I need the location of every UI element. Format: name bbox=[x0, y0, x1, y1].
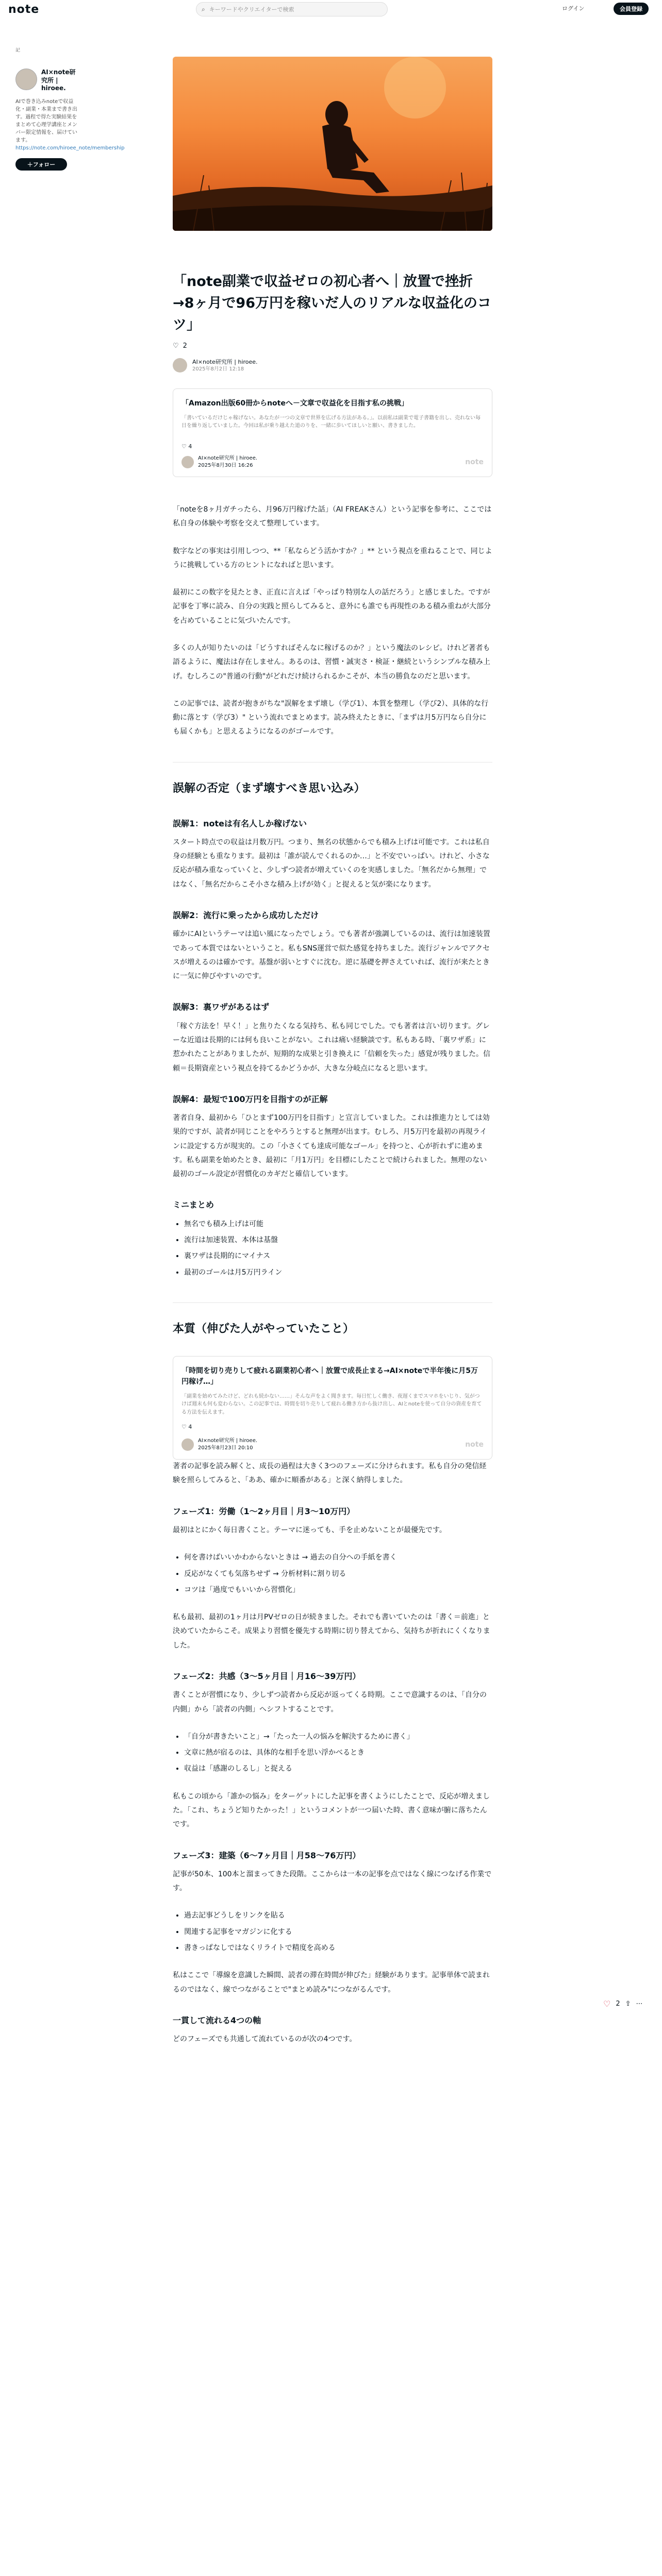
list-item: • 収益は「感謝のしるし」と捉える bbox=[184, 1762, 492, 1776]
embed-likes: ♡ 4 bbox=[181, 443, 192, 450]
embed-like-count: 4 bbox=[188, 1423, 192, 1430]
article-author bbox=[173, 358, 492, 373]
heart-icon[interactable]: ♡ bbox=[173, 342, 179, 350]
paragraph: 最初はとにかく毎日書くこと。テーマに迷っても、手を止めないことが最優先です。 bbox=[173, 1526, 446, 1534]
embed-desc: 「書いているだけじゃ稼げない。あなたが一つの文章で世界を広げる方法がある。」。以前私は副業で電子書籍を出し、売れない毎日を繰り返していました。今回は私が乗り越えた道のりを、一緒に歩いてほしいと願い、書きました。 bbox=[181, 415, 481, 429]
section-heading: 本質（伸びた人がやっていたこと） bbox=[173, 1302, 492, 1341]
embed-like-count: 4 bbox=[188, 443, 192, 450]
paragraph: 最初にこの数字を見たとき、正直に言えば「やっぱり特別な人の話だろう」と感じました。ですが記事を丁寧に読み、自分の実践と照らしてみると、意外にも誰でも再現性のある積み重ねが大部分を占めていることに気づいたんです。 bbox=[173, 588, 491, 625]
note-logo[interactable]: note bbox=[8, 3, 40, 16]
author-avatar[interactable] bbox=[173, 358, 187, 372]
share-icon[interactable]: ⇪ bbox=[625, 2000, 631, 2008]
like-row bbox=[173, 342, 492, 350]
embed-author-avatar bbox=[181, 1438, 194, 1451]
subsection-heading: フェーズ1：労働（1〜2ヶ月目｜月3〜10万円） bbox=[173, 1506, 355, 1516]
bullet-list bbox=[173, 1217, 492, 1280]
creator-bio bbox=[15, 98, 125, 152]
section-heading: 誤解の否定（まず壊すべき思い込み） bbox=[173, 762, 492, 800]
top-header bbox=[0, 0, 662, 19]
more-icon[interactable]: ⋯ bbox=[636, 2000, 643, 2008]
creator-avatar[interactable] bbox=[15, 69, 37, 90]
paragraph: 「稼ぐ方法を！早く！」と焦りたくなる気持ち、私も同じでした。でも著者は言い切ります。グレーな近道は長期的には何も良いことがない。これは痛い経験談です。私もある時、「裏ワザ系」に惹かれたことがありましたが、短期的な成果と引き換えに「信頼を失った」感覚が残りました。信頼＝長期資産という視点を持てるかどうかが、大きな分岐点になると思います。 bbox=[173, 1022, 490, 1073]
floating-actions bbox=[603, 1999, 643, 2009]
paragraph: この記事では、読者が抱きがちな"誤解をまず壊し（学び1）、本質を整理し（学び2）、具体的な行動に落とす（学び3）" という流れでまとめます。読み終えたときに、「まずは月5万円なら自分にも届くかも」と思えるようになるのがゴールです。 bbox=[173, 699, 489, 736]
paragraph: 書くことが習慣になり、少しずつ読者から反応が返ってくる時期。ここで意識するのは、「自分の内側」から「読者の内側」へシフトすることです。 bbox=[173, 1691, 487, 1714]
subsection-heading: フェーズ3：建築（6〜7ヶ月目｜月58〜76万円） bbox=[173, 1850, 361, 1860]
list-item: • 裏ワザは長期的にマイナス bbox=[184, 1249, 492, 1263]
list-item: • 最初のゴールは月5万円ライン bbox=[184, 1266, 492, 1280]
paragraph: スタート時点での収益は月数万円。つまり、無名の状態からでも積み上げは可能です。これは私自身の経験とも重なります。最初は「誰が読んでくれるのか…」と不安でいっぱい。けれど、小さな反応が積み重なっていくと、少しずつ読者が増えていくのを実感しました。「無名だから無理」ではなく、「無名だからこそ小さな積み上げが効く」と捉えると気が楽になります。 bbox=[173, 838, 490, 889]
paragraph: 「noteを8ヶ月ガチったら、月96万円稼げた話」（AI FREAKさん）という記事を参考に、ここでは私自身の体験や考察を交えて整理しています。 bbox=[173, 505, 492, 528]
article-title: 「note副業で収益ゼロの初心者へ｜放置で挫折→8ヶ月で96万円を稼いだ人のリアルな収益化のコツ」 bbox=[173, 274, 491, 333]
list-item: • 書きっぱなしではなくリライトで精度を高める bbox=[184, 1941, 492, 1955]
article-main bbox=[173, 57, 492, 2060]
embed-note-logo: note bbox=[465, 1440, 484, 1449]
article-body bbox=[173, 503, 492, 2046]
paragraph: 著者の記事を読み解くと、成長の過程は大きく3つのフェーズに分けられます。私も自分の発信経験を照らしてみると、「ああ、確かに順番がある」と深く納得しました。 bbox=[173, 1462, 487, 1485]
publish-date: 2025年8月2日 12:18 bbox=[192, 366, 244, 372]
subsection-heading: 誤解3：裏ワザがあるはず bbox=[173, 1002, 270, 1012]
author-name[interactable]: AI×note研究所 | hiroee. bbox=[192, 358, 258, 365]
search-bar[interactable] bbox=[196, 2, 388, 16]
creator-bio-text: AIで巻き込みnoteで収益化・副業・本業まで書き出す。過程で得た実験結果をまとめて心理学講座とメンバー限定情報を、届けています。 bbox=[15, 98, 77, 143]
paragraph: 私もこの頃から「誰かの悩み」をターゲットにした記事を書くようにしたことで、反応が増えました。「これ、ちょうど知りたかった！」というコメントが一つ届いた時、書く意味が腑に落ちたんです。 bbox=[173, 1792, 490, 1829]
float-like-count: 2 bbox=[616, 2000, 620, 2008]
bullet-list bbox=[173, 1730, 492, 1776]
embed-desc: 「副業を始めてみたけど、どれも続かない……」そんな声をよく聞きます。毎日忙しく働き、夜遅くまでスマホをいじり、気がつけば週末も何も変わらない。この記事では、時間を切り売りして疲れる働き方から抜け出し、AIとnoteを使って自分の資産を育てる方法を伝えます。 bbox=[181, 1393, 482, 1415]
embed-note-logo: note bbox=[465, 457, 484, 466]
paragraph: どのフェーズでも共通して流れているのが次の4つです。 bbox=[173, 2035, 357, 2044]
list-item: • 関連する記事をマガジンに化する bbox=[184, 1925, 492, 1939]
list-item: • コツは「過度でもいいから習慣化」 bbox=[184, 1583, 492, 1597]
creator-name[interactable]: AI×note研究所 | hiroee. bbox=[41, 69, 76, 92]
embed-author-avatar bbox=[181, 456, 194, 468]
follow-label: フォロー bbox=[32, 161, 56, 168]
bullet-list bbox=[173, 1909, 492, 1955]
login-link[interactable]: ログイン bbox=[562, 5, 585, 12]
paragraph: 記事が50本、100本と溜まってきた段階。ここからは一本の記事を点ではなく線につなげる作業です。 bbox=[173, 1870, 492, 1893]
bullet-list bbox=[173, 1551, 492, 1597]
float-heart-icon[interactable]: ♡ bbox=[603, 1999, 611, 2009]
list-item: • 流行は加速装置、本体は基盤 bbox=[184, 1233, 492, 1247]
embed-date: 2025年8月23日 20:10 bbox=[198, 1445, 253, 1451]
paragraph: 私も最初、最初の1ヶ月は月PVゼロの日が続きました。それでも書いていたのは「書く＝前進」と決めていたからこそ。成果より習慣を優先する時期に切り替えてから、気持ちが折れにくくなりました。 bbox=[173, 1613, 490, 1650]
search-icon: ⌕ bbox=[202, 5, 205, 13]
like-count: 2 bbox=[183, 342, 187, 350]
embed-author: AI×note研究所 | hiroee. bbox=[198, 455, 258, 461]
paragraph: 多くの人が知りたいのは「ビうすればそんなに稼げるのか？」という魔法のレシピ。けれど著者も語るように、魔法は存在しません。あるのは、習慣・誠実さ・検証・継続というシンプルな積み上げ。むしろこの"普通の行動"がどれだけ続けられるかこそが、本当の勝負なのだと思います。 bbox=[173, 644, 490, 681]
signup-button[interactable]: 会員登録 bbox=[614, 3, 649, 15]
list-item: • 反応がなくても気落ちせず → 分析材料に割り切る bbox=[184, 1567, 492, 1581]
subsection-heading: 誤解1：noteは有名人しか稼げない bbox=[173, 818, 307, 828]
subsection-heading: 誤解2：流行に乗ったから成功しただけ bbox=[173, 910, 319, 921]
embed-title: 「Amazon出版60冊からnoteへ－文章で収益化を目指す私の挑戦」 bbox=[181, 399, 408, 408]
subsection-heading: 一貫して流れる4つの軸 bbox=[173, 2015, 261, 2025]
creator-link[interactable]: https://note.com/hiroee_note/membership bbox=[15, 145, 125, 151]
subsection-heading: フェーズ2：共感（3〜5ヶ月目｜月16〜39万円） bbox=[173, 1671, 361, 1682]
embed-author: AI×note研究所 | hiroee. bbox=[198, 1438, 258, 1444]
sunset-silhouette-image bbox=[173, 57, 492, 231]
creator-sidebar bbox=[15, 46, 125, 171]
embed-title: 「時間を切り売りして疲れる副業初心者へ｜放置で成長止まる→AI×noteで半年後に月5万円稼げ…」 bbox=[181, 1366, 478, 1386]
paragraph: 数字などの事実は引用しつつ、**「私ならどう活かすか？」** という視点を重ねることで、同じように挑戦している方のヒントになればと思います。 bbox=[173, 547, 492, 569]
list-item: • 文章に熱が宿るのは、具体的な相手を思い浮かべるとき bbox=[184, 1746, 492, 1760]
embed-card[interactable] bbox=[173, 388, 492, 477]
list-item: • 過去記事どうしをリンクを貼る bbox=[184, 1909, 492, 1923]
embed-likes: ♡ 4 bbox=[181, 1423, 192, 1430]
embed-date: 2025年8月30日 16:26 bbox=[198, 462, 253, 468]
list-item: • 無名でも積み上げは可能 bbox=[184, 1217, 492, 1231]
list-item: • 「自分が書きたいこと」→「たった一人の悩みを解決するために書く」 bbox=[184, 1730, 492, 1744]
list-item: • 何を書けばいいかわからないときは → 過去の自分への手紙を書く bbox=[184, 1551, 492, 1565]
paragraph: 私はここで「導線を意識した瞬間、読者の滞在時間が伸びた」経験があります。記事単体で読まれるのではなく、線でつながることで"まとめ読み"につながるんです。 bbox=[173, 1971, 490, 1994]
subsection-heading: 誤解4：最短で100万円を目指すのが正解 bbox=[173, 1094, 328, 1104]
subsection-heading: ミニまとめ bbox=[173, 1200, 214, 1210]
embed-card[interactable] bbox=[173, 1356, 492, 1460]
hero-image bbox=[173, 57, 492, 231]
paragraph: 確かにAIというテーマは追い風になったでしょう。でも著者が強調しているのは、流行は加速装置であって本質ではないということ。私もSNS運営で似た感覚を持ちました。流行ジャンルでアクセスが増えるのは確かです。基盤が弱いとすぐに沈む。逆に基礎を押さえていれば、流行が来たときに一気に伸びやすいのです。 bbox=[173, 930, 490, 981]
paragraph: 著者自身、最初から「ひとまず100万円を目指す」と宣言していました。これは推進力としては効果的ですが、読者が同じことをやろうとすると無理が出ます。むしろ、月5万円を最初の再現ラインに設定する方が現実的。この「小さくても達成可能なゴール」を持つと、心が折れずに進めます。私も副業を始めたとき、最初に「月1万円」を目標にしたことで続けられました。無理のない最初のゴール設定が習慣化のカギだと確信しています。 bbox=[173, 1113, 490, 1179]
sidebar-top-label: 記 bbox=[15, 48, 21, 53]
search-placeholder: キーワードやクリエイターで検索 bbox=[209, 6, 294, 13]
follow-button[interactable]: ＋ フォロー bbox=[15, 158, 67, 171]
